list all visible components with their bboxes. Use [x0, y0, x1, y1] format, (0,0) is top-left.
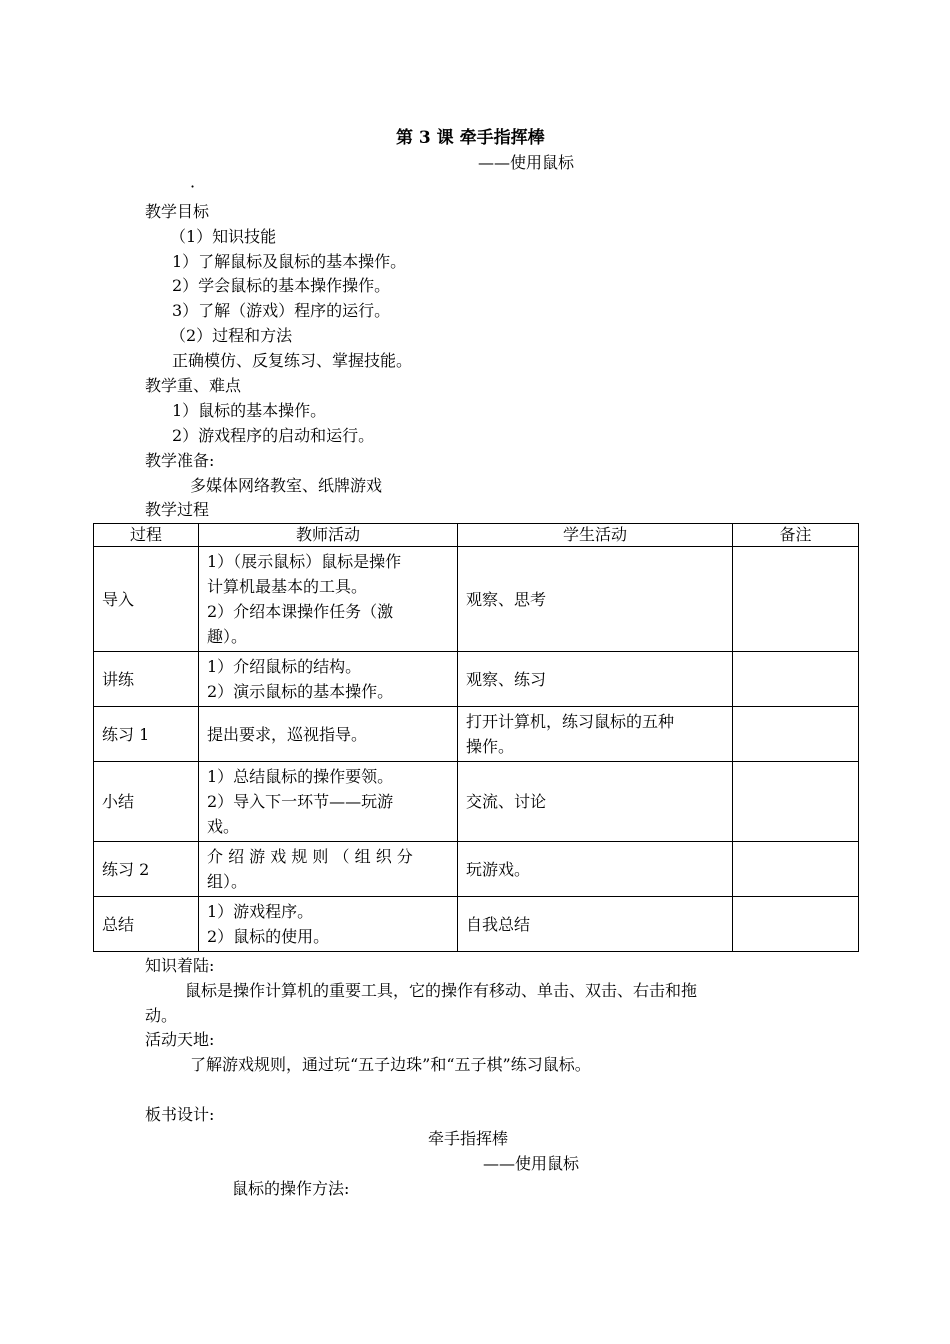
teacher-cell [199, 897, 458, 952]
teacher-cell [199, 842, 458, 897]
process-heading: 教学过程 [145, 500, 210, 519]
note-cell [733, 652, 859, 707]
teacher-cell [199, 547, 458, 652]
note-cell [733, 707, 859, 762]
bullet-dot: · [190, 177, 196, 196]
preparation-heading: 教学准备: [145, 451, 215, 470]
stage-cell: 讲练 [94, 652, 199, 707]
note-cell [733, 842, 859, 897]
board-heading: 板书设计: [145, 1105, 215, 1124]
column-header: 过程 [94, 524, 199, 547]
activity-text: 了解游戏规则，通过玩“五子边珠”和“五子棋”练习鼠标。 [190, 1055, 591, 1074]
teacher-line: 1）介绍鼠标的结构。 [207, 657, 362, 676]
activity-heading: 活动天地: [145, 1030, 215, 1049]
teacher-line: 组）。 [207, 872, 248, 891]
table-row [94, 547, 859, 652]
preparation-text: 多媒体网络教室、纸牌游戏 [190, 476, 383, 495]
student-cell [458, 652, 733, 707]
board-line: 鼠标的操作方法: [232, 1179, 350, 1198]
page-title: 第 3 课 牵手指挥棒 [396, 128, 545, 148]
student-line: 观察、思考 [466, 589, 547, 609]
knowledge-landing-line: 鼠标是操作计算机的重要工具，它的操作有移动、单击、双击、右击和拖 [185, 981, 698, 1000]
stage-cell: 总结 [94, 897, 199, 952]
teacher-line: 2）演示鼠标的基本操作。 [207, 682, 394, 701]
page-subtitle: ——使用鼠标 [478, 153, 575, 172]
knowledge-landing-heading: 知识着陆: [145, 956, 215, 975]
teacher-line: 介 绍 游 戏 规 则 （ 组 织 分 [207, 847, 413, 866]
objectives-heading: 教学目标 [145, 202, 210, 221]
knowledge-item: 3）了解（游戏）程序的运行。 [172, 301, 391, 320]
teacher-line: 1）（展示鼠标）鼠标是操作 [207, 552, 402, 571]
column-header: 教师活动 [199, 524, 458, 547]
stage-cell: 练习 1 [94, 707, 199, 762]
teacher-line: 1）游戏程序。 [207, 902, 314, 921]
note-cell [733, 547, 859, 652]
note-cell [733, 762, 859, 842]
board-subtitle: ——使用鼠标 [483, 1154, 580, 1173]
knowledge-heading: （1）知识技能 [170, 227, 277, 246]
process-method-heading: （2）过程和方法 [170, 326, 293, 345]
knowledge-landing-line: 动。 [145, 1006, 178, 1025]
stage-cell: 小结 [94, 762, 199, 842]
table-row [94, 652, 859, 707]
teacher-line: 2）鼠标的使用。 [207, 927, 330, 946]
student-cell [458, 762, 733, 842]
process-method-text: 正确模仿、反复练习、掌握技能。 [172, 351, 413, 370]
student-line: 观察、练习 [466, 669, 547, 689]
student-line: 玩游戏。 [466, 859, 531, 879]
table-row [94, 707, 859, 762]
teacher-line: 戏。 [207, 817, 240, 836]
teacher-cell [199, 762, 458, 842]
teacher-line: 2）导入下一环节——玩游 [207, 792, 394, 811]
student-cell [458, 547, 733, 652]
knowledge-item: 1）了解鼠标及鼠标的基本操作。 [172, 252, 407, 271]
key-points-heading: 教学重、难点 [145, 376, 242, 395]
student-cell [458, 842, 733, 897]
teacher-line: 1）总结鼠标的操作要领。 [207, 767, 394, 786]
board-title: 牵手指挥棒 [428, 1129, 509, 1148]
teacher-cell [199, 707, 458, 762]
column-header: 学生活动 [458, 524, 733, 547]
key-point-item: 2）游戏程序的启动和运行。 [172, 426, 375, 445]
teacher-line: 计算机最基本的工具。 [207, 577, 368, 596]
student-cell [458, 707, 733, 762]
key-point-item: 1）鼠标的基本操作。 [172, 401, 327, 420]
teacher-line: 趣）。 [207, 627, 248, 646]
student-line: 自我总结 [466, 914, 531, 934]
stage-cell: 导入 [94, 547, 199, 652]
table-header-row [94, 524, 859, 547]
table-row [94, 762, 859, 842]
table-row [94, 842, 859, 897]
stage-cell: 练习 2 [94, 842, 199, 897]
teacher-cell [199, 652, 458, 707]
knowledge-item: 2）学会鼠标的基本操作操作。 [172, 276, 391, 295]
column-header: 备注 [733, 524, 859, 547]
student-line: 操作。 [466, 737, 515, 756]
student-line: 打开计算机，练习鼠标的五种 [466, 712, 675, 731]
teacher-line: 2）介绍本课操作任务（激 [207, 602, 394, 621]
teacher-line: 提出要求，巡视指导。 [207, 724, 368, 744]
note-cell [733, 897, 859, 952]
student-cell [458, 897, 733, 952]
table-row [94, 897, 859, 952]
process-table [93, 523, 859, 952]
student-line: 交流、讨论 [466, 792, 547, 811]
